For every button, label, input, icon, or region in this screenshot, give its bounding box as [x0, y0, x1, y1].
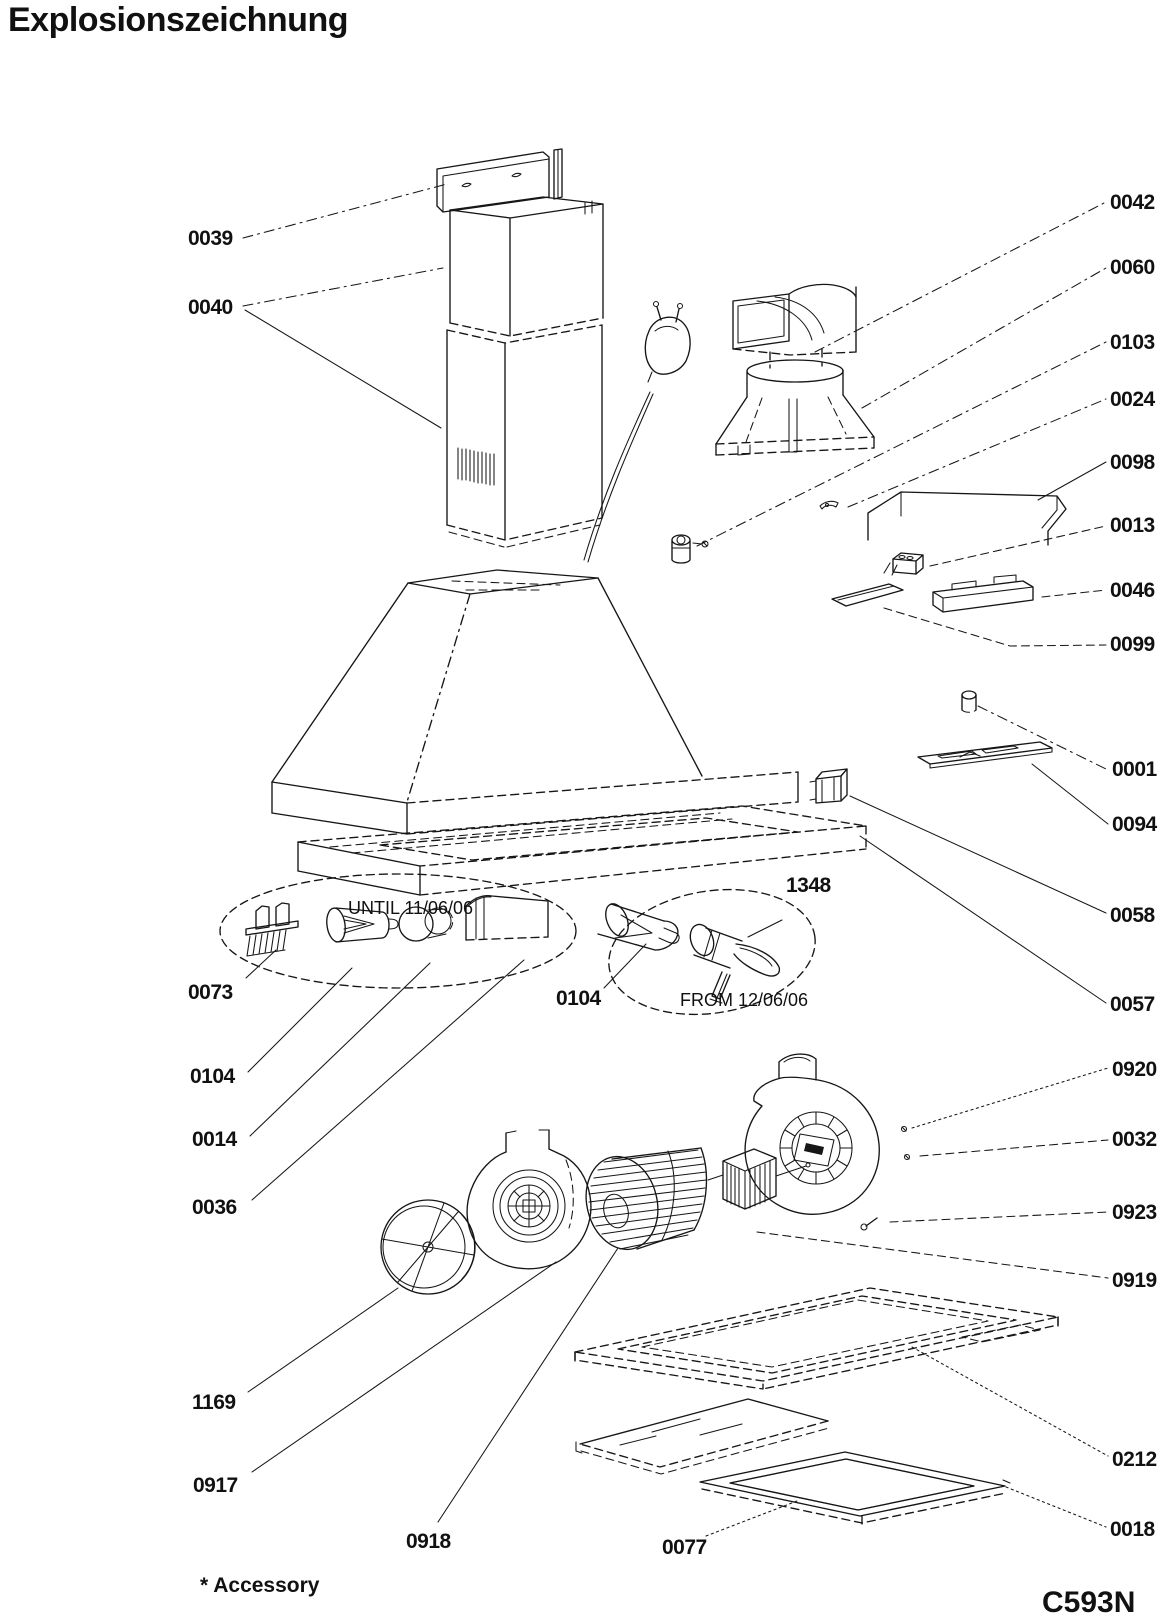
chimney-lower-drawing: [447, 325, 602, 547]
part-label-0058: 0058: [1110, 904, 1155, 927]
part-label-1169: 1169: [192, 1391, 236, 1414]
volute-housing-drawing: [745, 1054, 909, 1230]
bottom-panel-frame-drawing: [575, 1288, 1058, 1389]
part-label-0042: 0042: [1110, 191, 1155, 214]
part-label-0212: 0212: [1112, 1448, 1157, 1471]
fan-cover-disc-drawing: [381, 1200, 475, 1294]
power-cord-drawing: [584, 302, 690, 563]
part-label-0104: 0104: [556, 987, 601, 1010]
clip-drawing: [820, 501, 838, 509]
duct-transition-drawing: [716, 349, 874, 455]
part-label-1348: 1348: [786, 874, 831, 897]
chimney-upper-drawing: [450, 197, 603, 336]
grease-filter-drawing: [700, 1452, 1010, 1524]
flat-plate-drawing: [832, 584, 903, 606]
part-label-0039: 0039: [188, 227, 233, 250]
cable-gland-drawing: [672, 535, 708, 563]
junction-box-drawing: [810, 769, 847, 803]
switch-bar-drawing: [933, 575, 1033, 612]
part-label-0919: 0919: [1112, 1269, 1157, 1292]
fan-housing-drawing: [467, 1130, 591, 1269]
from-date-note: FROM 12/06/06: [680, 990, 809, 1010]
part-label-0098: 0098: [1110, 451, 1155, 474]
switch-block-drawing: [884, 553, 923, 575]
duct-elbow-drawing: [733, 284, 856, 355]
part-label-0923: 0923: [1112, 1201, 1157, 1224]
part-label-0018: 0018: [1110, 1518, 1155, 1541]
part-label-0104: 0104: [190, 1065, 235, 1088]
page-title: Explosionszeichnung: [8, 1, 348, 39]
part-label-0046: 0046: [1110, 579, 1155, 602]
part-label-0001: 0001: [1112, 758, 1157, 781]
part-label-0094: 0094: [1112, 813, 1157, 836]
hood-canopy-drawing: [272, 570, 798, 834]
spacer-bushing-drawing: [962, 691, 976, 712]
part-label-0073: 0073: [188, 981, 233, 1004]
part-label-0060: 0060: [1110, 256, 1155, 279]
part-label-0077: 0077: [662, 1536, 707, 1559]
part-label-0917: 0917: [193, 1474, 238, 1497]
part-label-0103: 0103: [1110, 331, 1155, 354]
part-label-0099: 0099: [1110, 633, 1155, 656]
part-label-0920: 0920: [1112, 1058, 1157, 1081]
part-label-0918: 0918: [406, 1530, 451, 1553]
part-label-0014: 0014: [192, 1128, 237, 1151]
bent-panel-drawing: [868, 492, 1066, 545]
part-label-0013: 0013: [1110, 514, 1155, 537]
accessory-note: * Accessory: [200, 1574, 320, 1597]
part-label-0024: 0024: [1110, 388, 1155, 411]
part-label-0036: 0036: [192, 1196, 237, 1219]
part-label-0032: 0032: [1112, 1128, 1157, 1151]
part-label-0040: 0040: [188, 296, 233, 319]
until-date-note: UNTIL 11/06/06: [348, 898, 474, 918]
drawing-code: C593N: [1042, 1586, 1136, 1618]
blower-wheel-drawing: [577, 1148, 707, 1257]
part-label-0057: 0057: [1110, 993, 1155, 1016]
